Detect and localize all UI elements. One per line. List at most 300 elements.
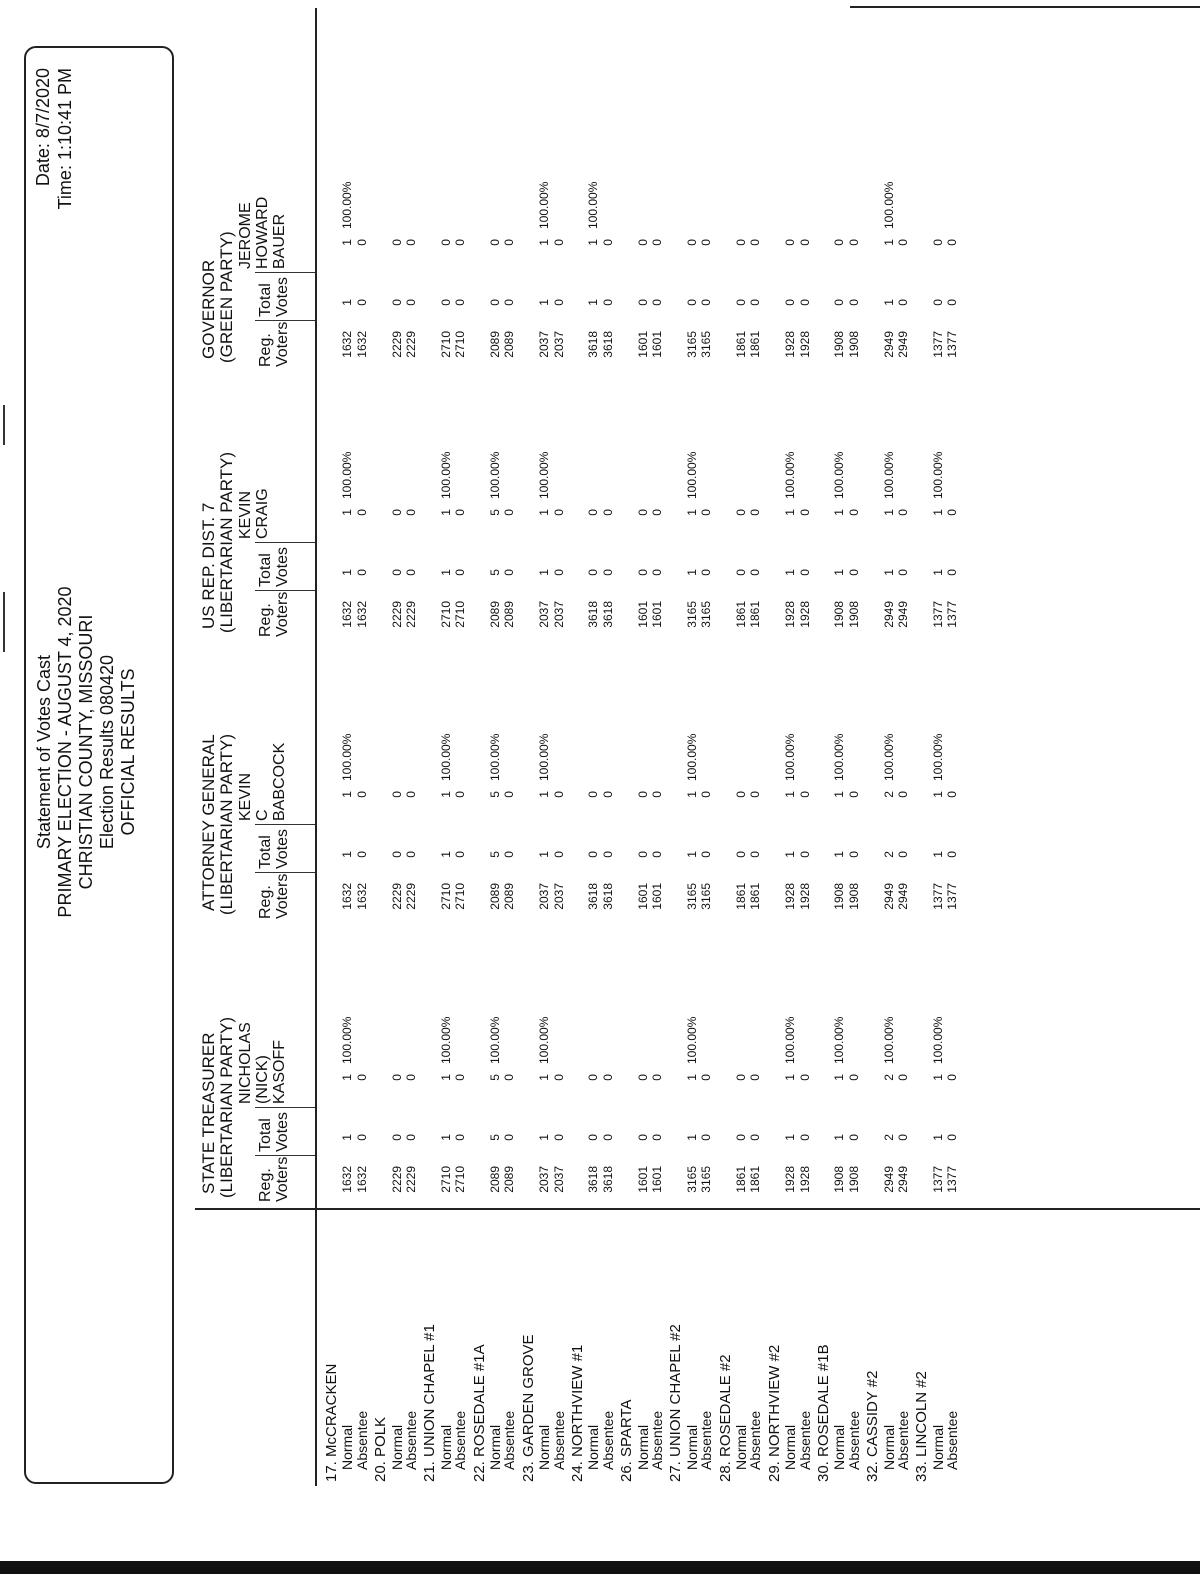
reg-voters-value: 1377 [930,331,945,358]
row-type-label: Normal [437,1424,454,1470]
total-votes-value: 0 [945,851,960,858]
candidate-votes-value: 0 [551,239,566,246]
reg-voters-value: 1908 [846,1166,861,1193]
total-votes-value: 0 [635,569,650,576]
total-votes-value: 0 [748,569,763,576]
candidate-votes-value: 0 [699,791,714,798]
candidate-votes-value: 1 [930,1074,945,1081]
total-votes-value: 1 [832,1134,847,1141]
total-votes-value: 1 [832,569,847,576]
reg-voters-value: 1861 [748,601,763,628]
candidate-votes-value: 1 [832,1074,847,1081]
total-votes-value: 0 [797,299,812,306]
candidate-percent: 100.00% [783,1016,798,1064]
row-type-label: Absentee [599,1410,616,1470]
candidate-percent: 100.00% [488,733,502,781]
subhead-divider [255,542,315,543]
total-votes-value: 0 [650,1134,664,1141]
candidate-votes-value: 1 [537,1074,552,1081]
candidate-percent: 100.00% [537,181,552,229]
reg-voters-value: 2949 [881,883,896,910]
candidate-votes-value: 1 [684,791,699,798]
candidate-votes-value: 0 [389,791,404,798]
total-votes-value: 0 [389,851,404,858]
row-type-label: Absentee [747,1410,764,1470]
reg-voters-value: 2229 [404,601,418,628]
reg-voters-value: 2229 [389,883,404,910]
candidate-votes-value: 0 [354,791,369,798]
candidate-percent: 100.00% [438,1016,453,1064]
candidate-votes-value: 1 [930,509,945,516]
total-votes-value: 0 [846,1134,861,1141]
reg-voters-value: 2037 [537,601,552,628]
total-votes-value: 0 [748,1134,763,1141]
reg-voters-value: 3165 [684,601,699,628]
reg-voters-value: 1377 [930,1166,945,1193]
total-votes-value: 0 [896,851,910,858]
total-votes-value: 1 [832,851,847,858]
reg-voters-value: 1601 [650,601,664,628]
precinct-name: 30. ROSEDALE #1B [815,1344,832,1482]
reg-voters-value: 3618 [600,883,615,910]
total-votes-value: 1 [340,569,355,576]
candidate-votes-value: 1 [832,509,847,516]
candidate-votes-value: 0 [586,1074,601,1081]
reg-voters-value: 3165 [684,1166,699,1193]
results-id: Election Results 080420 [97,654,117,850]
reg-voters-value: 2037 [537,1166,552,1193]
total-votes-value: 0 [600,569,615,576]
candidate-votes-value: 0 [600,791,615,798]
candidate-votes-value: 0 [354,239,369,246]
total-votes-value: 1 [684,851,699,858]
candidate-votes-value: 0 [404,239,418,246]
row-type-label: Absentee [796,1410,813,1470]
candidate-percent: 100.00% [832,1016,847,1064]
candidate-votes-value: 0 [404,509,418,516]
total-votes-value: 0 [699,1134,714,1141]
candidate-votes-value: 0 [404,1074,418,1081]
total-votes-value: 1 [783,851,798,858]
row-type-label: Normal [487,1424,503,1470]
candidate-votes-value: 1 [340,791,355,798]
county-name: CHRISTIAN COUNTY, MISSOURI [76,614,96,890]
reg-voters-value: 2037 [551,331,566,358]
reg-voters-value: 3165 [684,883,699,910]
reg-voters-value: 3165 [699,1166,714,1193]
candidate-votes-value: 0 [748,791,763,798]
total-votes-value: 0 [586,569,601,576]
total-votes-value: 0 [354,569,369,576]
candidate-percent: 100.00% [832,733,847,781]
candidate-votes-value: 0 [389,1074,404,1081]
election-name: PRIMARY ELECTION - AUGUST 4, 2020 [55,586,75,918]
reg-voters-value: 2710 [438,1166,453,1193]
report-header-box [24,46,174,1484]
total-votes-value: 1 [438,851,453,858]
total-votes-value: 0 [945,569,960,576]
reg-voters-value: 1928 [797,1166,812,1193]
reg-voters-value: 1632 [340,331,355,358]
reg-voters-value: 2089 [488,1166,502,1193]
candidate-votes-value: 0 [650,791,664,798]
reg-voters-value: 1908 [846,883,861,910]
candidate-percent: 100.00% [783,733,798,781]
reg-voters-value: 1377 [945,1166,960,1193]
reg-voters-value: 1632 [354,1166,369,1193]
reg-voters-value: 1861 [734,1166,748,1193]
reg-voters-value: 1928 [797,331,812,358]
reg-voters-value: 2710 [438,331,453,358]
reg-voters-value: 2710 [453,1166,468,1193]
total-votes-value: 0 [650,299,664,306]
reg-voters-value: 1632 [340,1166,355,1193]
total-votes-value: 0 [586,851,601,858]
report-date: Date: 8/7/2020 [33,68,53,187]
reg-voters-value: 2229 [404,1166,418,1193]
candidate-percent: 100.00% [783,451,798,499]
candidate-votes-value: 1 [783,509,798,516]
reg-voters-value: 3618 [586,601,601,628]
candidate-votes-value: 0 [748,239,763,246]
reg-voters-value: 1861 [734,331,748,358]
total-votes-value: 0 [600,1134,615,1141]
candidate-votes-value: 0 [586,791,601,798]
candidate-votes-value: 0 [748,509,763,516]
total-votes-value: 0 [896,299,910,306]
reg-voters-value: 2949 [896,883,910,910]
row-type-label: Normal [536,1424,553,1470]
reg-voters-value: 1928 [783,1166,798,1193]
candidate-votes-value: 0 [846,239,861,246]
total-votes-value: 1 [537,851,552,858]
reg-voters-value: 1632 [354,883,369,910]
candidate-votes-value: 0 [635,1074,650,1081]
total-votes-value: 0 [600,851,615,858]
candidate-votes-value: 1 [783,1074,798,1081]
candidate-header: JEROME HOWARD BAUER [237,196,288,269]
candidate-votes-value: 0 [699,1074,714,1081]
row-type-label: Absentee [895,1410,911,1470]
reg-voters-value: 1928 [783,883,798,910]
candidate-votes-value: 0 [354,1074,369,1081]
candidate-votes-value: 0 [748,1074,763,1081]
total-votes-value: 1 [438,569,453,576]
candidate-votes-value: 0 [734,239,748,246]
total-votes-value: 1 [930,569,945,576]
candidate-votes-value: 0 [488,239,502,246]
total-votes-value: 0 [945,299,960,306]
candidate-percent: 100.00% [537,1016,552,1064]
row-type-label: Normal [585,1424,602,1470]
candidate-votes-value: 0 [502,791,517,798]
total-votes-header: Total Votes [257,828,291,869]
candidate-votes-value: 1 [438,509,453,516]
candidate-percent: 100.00% [537,451,552,499]
total-votes-value: 0 [551,569,566,576]
precinct-name: 21. UNION CHAPEL #1 [421,1324,439,1482]
reg-voters-value: 3165 [699,331,714,358]
reg-voters-header: Reg. Voters [257,591,291,637]
total-votes-value: 0 [734,851,748,858]
candidate-votes-value: 0 [600,1074,615,1081]
candidate-votes-value: 0 [699,239,714,246]
total-votes-value: 5 [488,851,502,858]
label-column-rule [195,1208,1200,1210]
total-votes-value: 0 [846,851,861,858]
candidate-votes-value: 0 [438,239,453,246]
total-votes-header: Total Votes [257,1111,291,1152]
reg-voters-value: 1377 [945,331,960,358]
reg-voters-header: Reg. Voters [257,1156,291,1202]
reg-voters-value: 2949 [896,1166,910,1193]
candidate-header: KEVIN C BABCOCK [237,742,288,821]
reg-voters-value: 1601 [635,601,650,628]
candidate-votes-value: 0 [832,239,847,246]
total-votes-value: 1 [783,569,798,576]
total-votes-value: 0 [797,1134,812,1141]
results-status: OFFICIAL RESULTS [118,668,138,836]
precinct-name: 28. ROSEDALE #2 [716,1354,734,1482]
total-votes-value: 1 [537,569,552,576]
total-votes-value: 0 [699,851,714,858]
total-votes-value: 0 [650,851,664,858]
contest-title: ATTORNEY GENERAL [199,734,218,911]
candidate-votes-value: 0 [846,509,861,516]
reg-voters-value: 2089 [502,883,517,910]
candidate-votes-value: 1 [537,509,552,516]
candidate-votes-value: 0 [635,791,650,798]
candidate-percent: 100.00% [930,451,945,499]
candidate-votes-value: 0 [797,509,812,516]
reg-voters-value: 1861 [748,1166,763,1193]
reg-voters-header: Reg. Voters [257,321,291,367]
candidate-votes-value: 0 [586,509,601,516]
reg-voters-value: 3618 [600,1166,615,1193]
candidate-votes-value: 0 [650,509,664,516]
row-type-label: Normal [929,1424,946,1470]
reg-voters-value: 1928 [797,883,812,910]
candidate-votes-value: 1 [881,239,896,246]
reg-voters-value: 1632 [340,883,355,910]
total-votes-value: 0 [453,1134,468,1141]
total-votes-value: 1 [438,1134,453,1141]
candidate-votes-value: 0 [797,791,812,798]
reg-voters-value: 1928 [797,601,812,628]
total-votes-value: 0 [551,1134,566,1141]
candidate-votes-value: 1 [438,791,453,798]
total-votes-value: 0 [453,299,468,306]
candidate-votes-value: 0 [684,239,699,246]
contest-party: (LIBERTARIAN PARTY) [217,1016,236,1198]
total-votes-value: 2 [881,1134,896,1141]
candidate-votes-value: 0 [600,509,615,516]
row-type-label: Normal [339,1424,356,1470]
candidate-votes-value: 0 [600,239,615,246]
total-votes-value: 0 [734,299,748,306]
total-votes-value: 0 [783,299,798,306]
total-votes-value: 1 [684,1134,699,1141]
candidate-votes-value: 2 [881,791,896,798]
row-type-label: Normal [683,1424,700,1470]
reg-voters-value: 3165 [684,331,699,358]
reg-voters-value: 2949 [881,331,896,358]
total-votes-value: 1 [586,299,601,306]
total-votes-value: 0 [846,569,861,576]
candidate-votes-value: 0 [734,791,748,798]
candidate-votes-value: 1 [340,1074,355,1081]
subhead-divider [255,272,315,273]
reg-voters-value: 2229 [389,601,404,628]
report-timestamp [32,68,76,209]
total-votes-value: 0 [832,299,847,306]
total-votes-value: 0 [635,299,650,306]
total-votes-value: 5 [488,569,502,576]
candidate-votes-value: 0 [930,239,945,246]
report-time: Time: 1:10:41 PM [55,68,75,210]
reg-voters-value: 1861 [734,883,748,910]
total-votes-value: 0 [748,851,763,858]
total-votes-value: 1 [930,1134,945,1141]
reg-voters-value: 2089 [502,331,517,358]
reg-voters-value: 2089 [488,883,502,910]
precinct-name: 17. McCRACKEN [323,1363,340,1482]
reg-voters-header: Reg. Voters [257,873,291,919]
contest-party: (LIBERTARIAN PARTY) [217,733,236,915]
total-votes-value: 0 [734,1134,748,1141]
candidate-votes-value: 0 [945,509,960,516]
total-votes-value: 1 [930,851,945,858]
reg-voters-value: 1861 [748,883,763,910]
reg-voters-value: 1601 [635,331,650,358]
candidate-votes-value: 0 [699,509,714,516]
candidate-votes-value: 0 [389,509,404,516]
total-votes-value: 0 [734,569,748,576]
candidate-votes-value: 0 [783,239,798,246]
total-votes-value: 0 [453,851,468,858]
total-votes-value: 0 [354,299,369,306]
row-type-label: Absentee [452,1410,469,1470]
candidate-percent: 100.00% [881,733,896,781]
report-title: Statement of Votes Cast [34,654,54,850]
total-votes-value: 0 [896,569,910,576]
candidate-votes-value: 5 [488,1074,502,1081]
total-votes-value: 2 [881,851,896,858]
candidate-votes-value: 0 [635,509,650,516]
total-votes-value: 0 [635,851,650,858]
candidate-votes-value: 5 [488,509,502,516]
candidate-votes-value: 0 [635,239,650,246]
reg-voters-value: 1908 [846,331,861,358]
precinct-name: 20. POLK [372,1416,390,1482]
candidate-votes-value: 1 [881,509,896,516]
reg-voters-value: 1632 [354,601,369,628]
candidate-votes-value: 0 [846,791,861,798]
reg-voters-value: 2229 [404,883,418,910]
total-votes-value: 1 [537,1134,552,1141]
total-votes-value: 0 [896,1134,910,1141]
reg-voters-value: 1601 [650,883,664,910]
candidate-votes-value: 0 [404,791,418,798]
total-votes-value: 0 [404,1134,418,1141]
candidate-percent: 100.00% [438,733,453,781]
candidate-votes-value: 0 [734,509,748,516]
subhead-divider [255,590,315,591]
candidate-votes-value: 0 [846,1074,861,1081]
candidate-percent: 100.00% [881,1016,896,1064]
total-votes-value: 1 [783,1134,798,1141]
candidate-votes-value: 0 [896,1074,910,1081]
total-votes-value: 5 [488,1134,502,1141]
total-votes-value: 0 [389,299,404,306]
candidate-votes-value: 1 [537,239,552,246]
total-votes-value: 1 [881,569,896,576]
total-votes-value: 0 [600,299,615,306]
total-votes-value: 0 [502,1134,517,1141]
candidate-percent: 100.00% [930,733,945,781]
candidate-percent: 100.00% [340,733,355,781]
precinct-name: 22. ROSEDALE #1A [470,1344,488,1482]
candidate-votes-value: 0 [502,509,517,516]
reg-voters-value: 3618 [600,601,615,628]
candidate-percent: 100.00% [488,451,502,499]
candidate-votes-value: 1 [930,791,945,798]
candidate-votes-value: 1 [340,239,355,246]
reg-voters-value: 2949 [896,601,910,628]
subhead-divider [255,824,315,825]
total-votes-value: 0 [502,569,517,576]
reg-voters-value: 1908 [832,1166,847,1193]
reg-voters-value: 2949 [881,1166,896,1193]
total-votes-value: 0 [945,1134,960,1141]
row-type-label: Normal [733,1424,749,1470]
candidate-percent: 100.00% [930,1016,945,1064]
candidate-votes-value: 0 [896,239,910,246]
reg-voters-value: 1377 [945,883,960,910]
reg-voters-value: 1861 [734,601,748,628]
reg-voters-value: 1601 [635,1166,650,1193]
candidate-votes-value: 1 [783,791,798,798]
row-type-label: Normal [782,1424,799,1470]
reg-voters-value: 1377 [945,601,960,628]
total-votes-header: Total Votes [257,276,291,317]
candidate-votes-value: 1 [438,1074,453,1081]
candidate-votes-value: 0 [551,1074,566,1081]
total-votes-value: 0 [404,569,418,576]
candidate-votes-value: 0 [797,1074,812,1081]
candidate-votes-value: 0 [502,239,517,246]
total-votes-value: 1 [537,299,552,306]
reg-voters-value: 1908 [832,883,847,910]
subhead-divider [255,1107,315,1108]
row-type-label: Absentee [944,1410,961,1470]
total-votes-value: 0 [354,1134,369,1141]
subhead-divider [255,872,315,873]
precinct-name: 33. LINCOLN #2 [913,1371,931,1482]
candidate-percent: 100.00% [438,451,453,499]
candidate-votes-value: 0 [896,791,910,798]
candidate-votes-value: 1 [832,791,847,798]
candidate-percent: 100.00% [488,1016,502,1064]
total-votes-value: 0 [635,1134,650,1141]
reg-voters-value: 2710 [453,331,468,358]
reg-voters-value: 1601 [650,331,664,358]
candidate-votes-value: 0 [389,239,404,246]
total-votes-value: 0 [551,851,566,858]
candidate-votes-value: 0 [734,1074,748,1081]
total-votes-value: 1 [340,299,355,306]
total-votes-value: 0 [846,299,861,306]
